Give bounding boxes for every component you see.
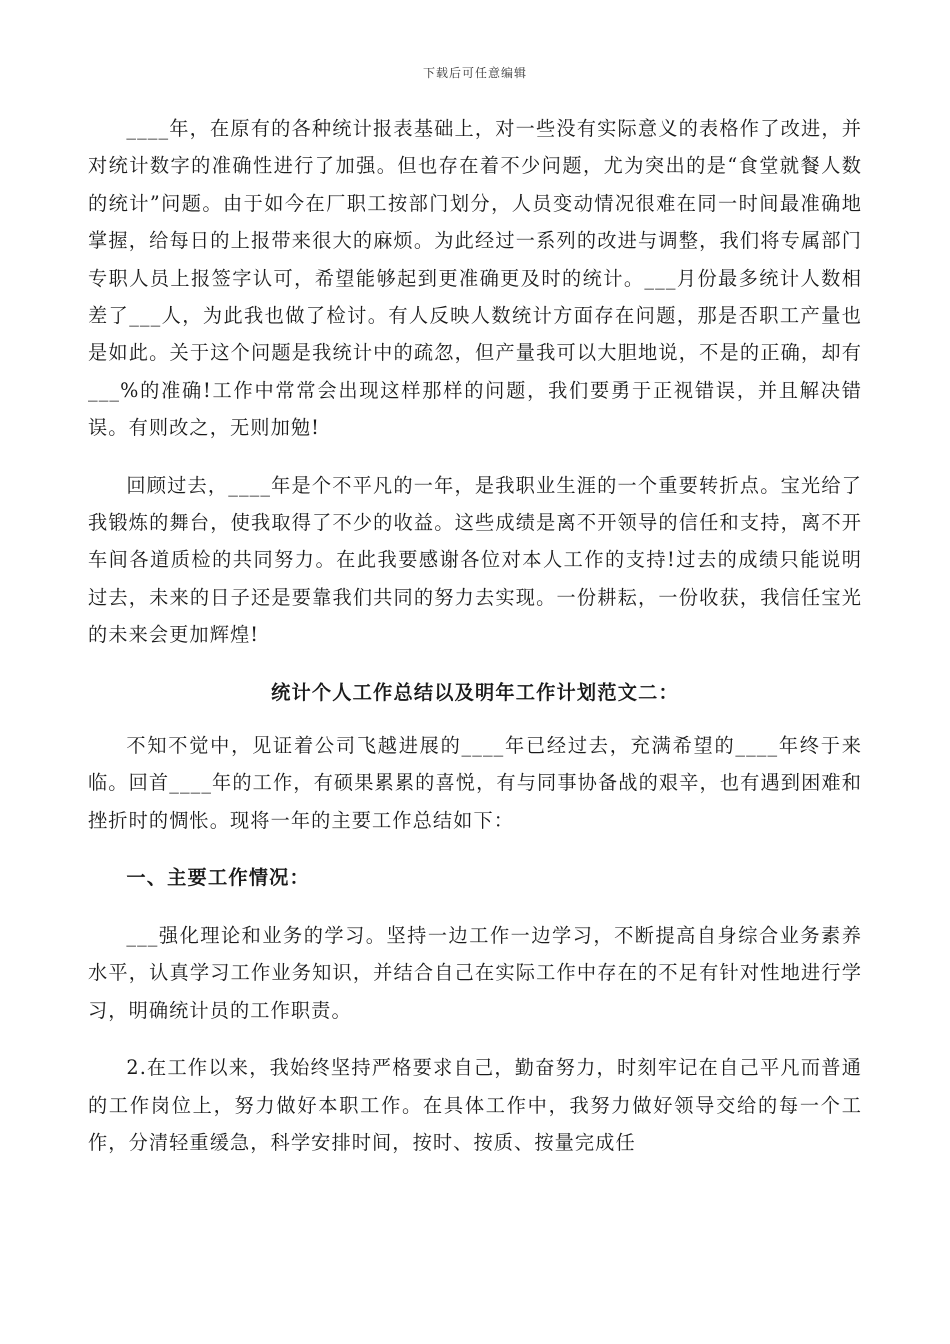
paragraph-review-past-year: 回顾过去，____年是个不平凡的一年，是我职业生涯的一个重要转折点。宝光给了我锻炼的舞台，使我取得了不少的收益。这些成绩是离不开领导的信任和支持，离不开车间各道质检的共同努力。在此我要感谢各位对本人工作的支持!过去的成绩只能说明过去，未来的日子还是要靠我们共同的努力去实现。一份耕耘，一份收获，我信任宝光的未来会更加辉煌! [88,473,862,647]
paragraph-introduction: 不知不觉中，见证着公司飞越进展的____年已经过去，充满希望的____年终于来临。回首____年的工作，有硕果累累的喜悦，有与同事协备战的艰辛，也有遇到困难和挫折时的惆怅。现将一年的主要工作总结如下： [88,733,862,832]
paragraph-work-attitude: 2.在工作以来，我始终坚持严格要求自己，勤奋努力，时刻牢记在自己平凡而普通的工作岗位上，努力做好本职工作。在具体工作中，我努力做好领导交给的每一个工作，分清轻重缓急，科学安排时间，按时、按质、按量完成任 [88,1056,862,1154]
document-body [88,110,862,1161]
paragraph-spacer [88,654,862,674]
paragraph-study-theory: ___强化理论和业务的学习。坚持一边工作一边学习，不断提高自身综合业务素养水平，认真学习工作业务知识，并结合自己在实际工作中存在的不足有针对性地进行学习，明确统计员的工作职责。 [88,923,862,1022]
paragraph-spacer [88,712,862,727]
subheading-main-work: 一、主要工作情况： [126,865,310,889]
paragraph-spacer [88,447,862,467]
paragraph-statistics-improvements: ____年，在原有的各种统计报表基础上，对一些没有实际意义的表格作了改进，并对统计数字的准确性进行了加强。但也存在着不少问题，尤为突出的是“食堂就餐人数的统计”问题。由于如今在厂职工按部门划分，人员变动情况很难在同一时间最准确地掌握，给每日的上报带来很大的麻烦。为此经过一系列的改进与调整，我们将专属部门专职人员上报签字认可，希望能够起到更准确更及时的统计。___月份最多统计人数相差了___人，为此我也做了检讨。有人反映人数统计方面存在问题，那是否职工产量也是如此。关于这个问题是我统计中的疏忽，但产量我可以大胆地说，不是的正确，却有___%的准确!工作中常常会出现这样那样的问题，我们要勇于正视错误，并且解决错误。有则改之，无则加勉! [88,117,862,440]
page-header-note: 下载后可任意编辑 [422,66,527,80]
paragraph-spacer [88,1029,862,1049]
paragraph-spacer [88,897,862,917]
section-title: 统计个人工作总结以及明年工作计划范文二： [271,680,679,704]
paragraph-spacer [88,839,862,859]
